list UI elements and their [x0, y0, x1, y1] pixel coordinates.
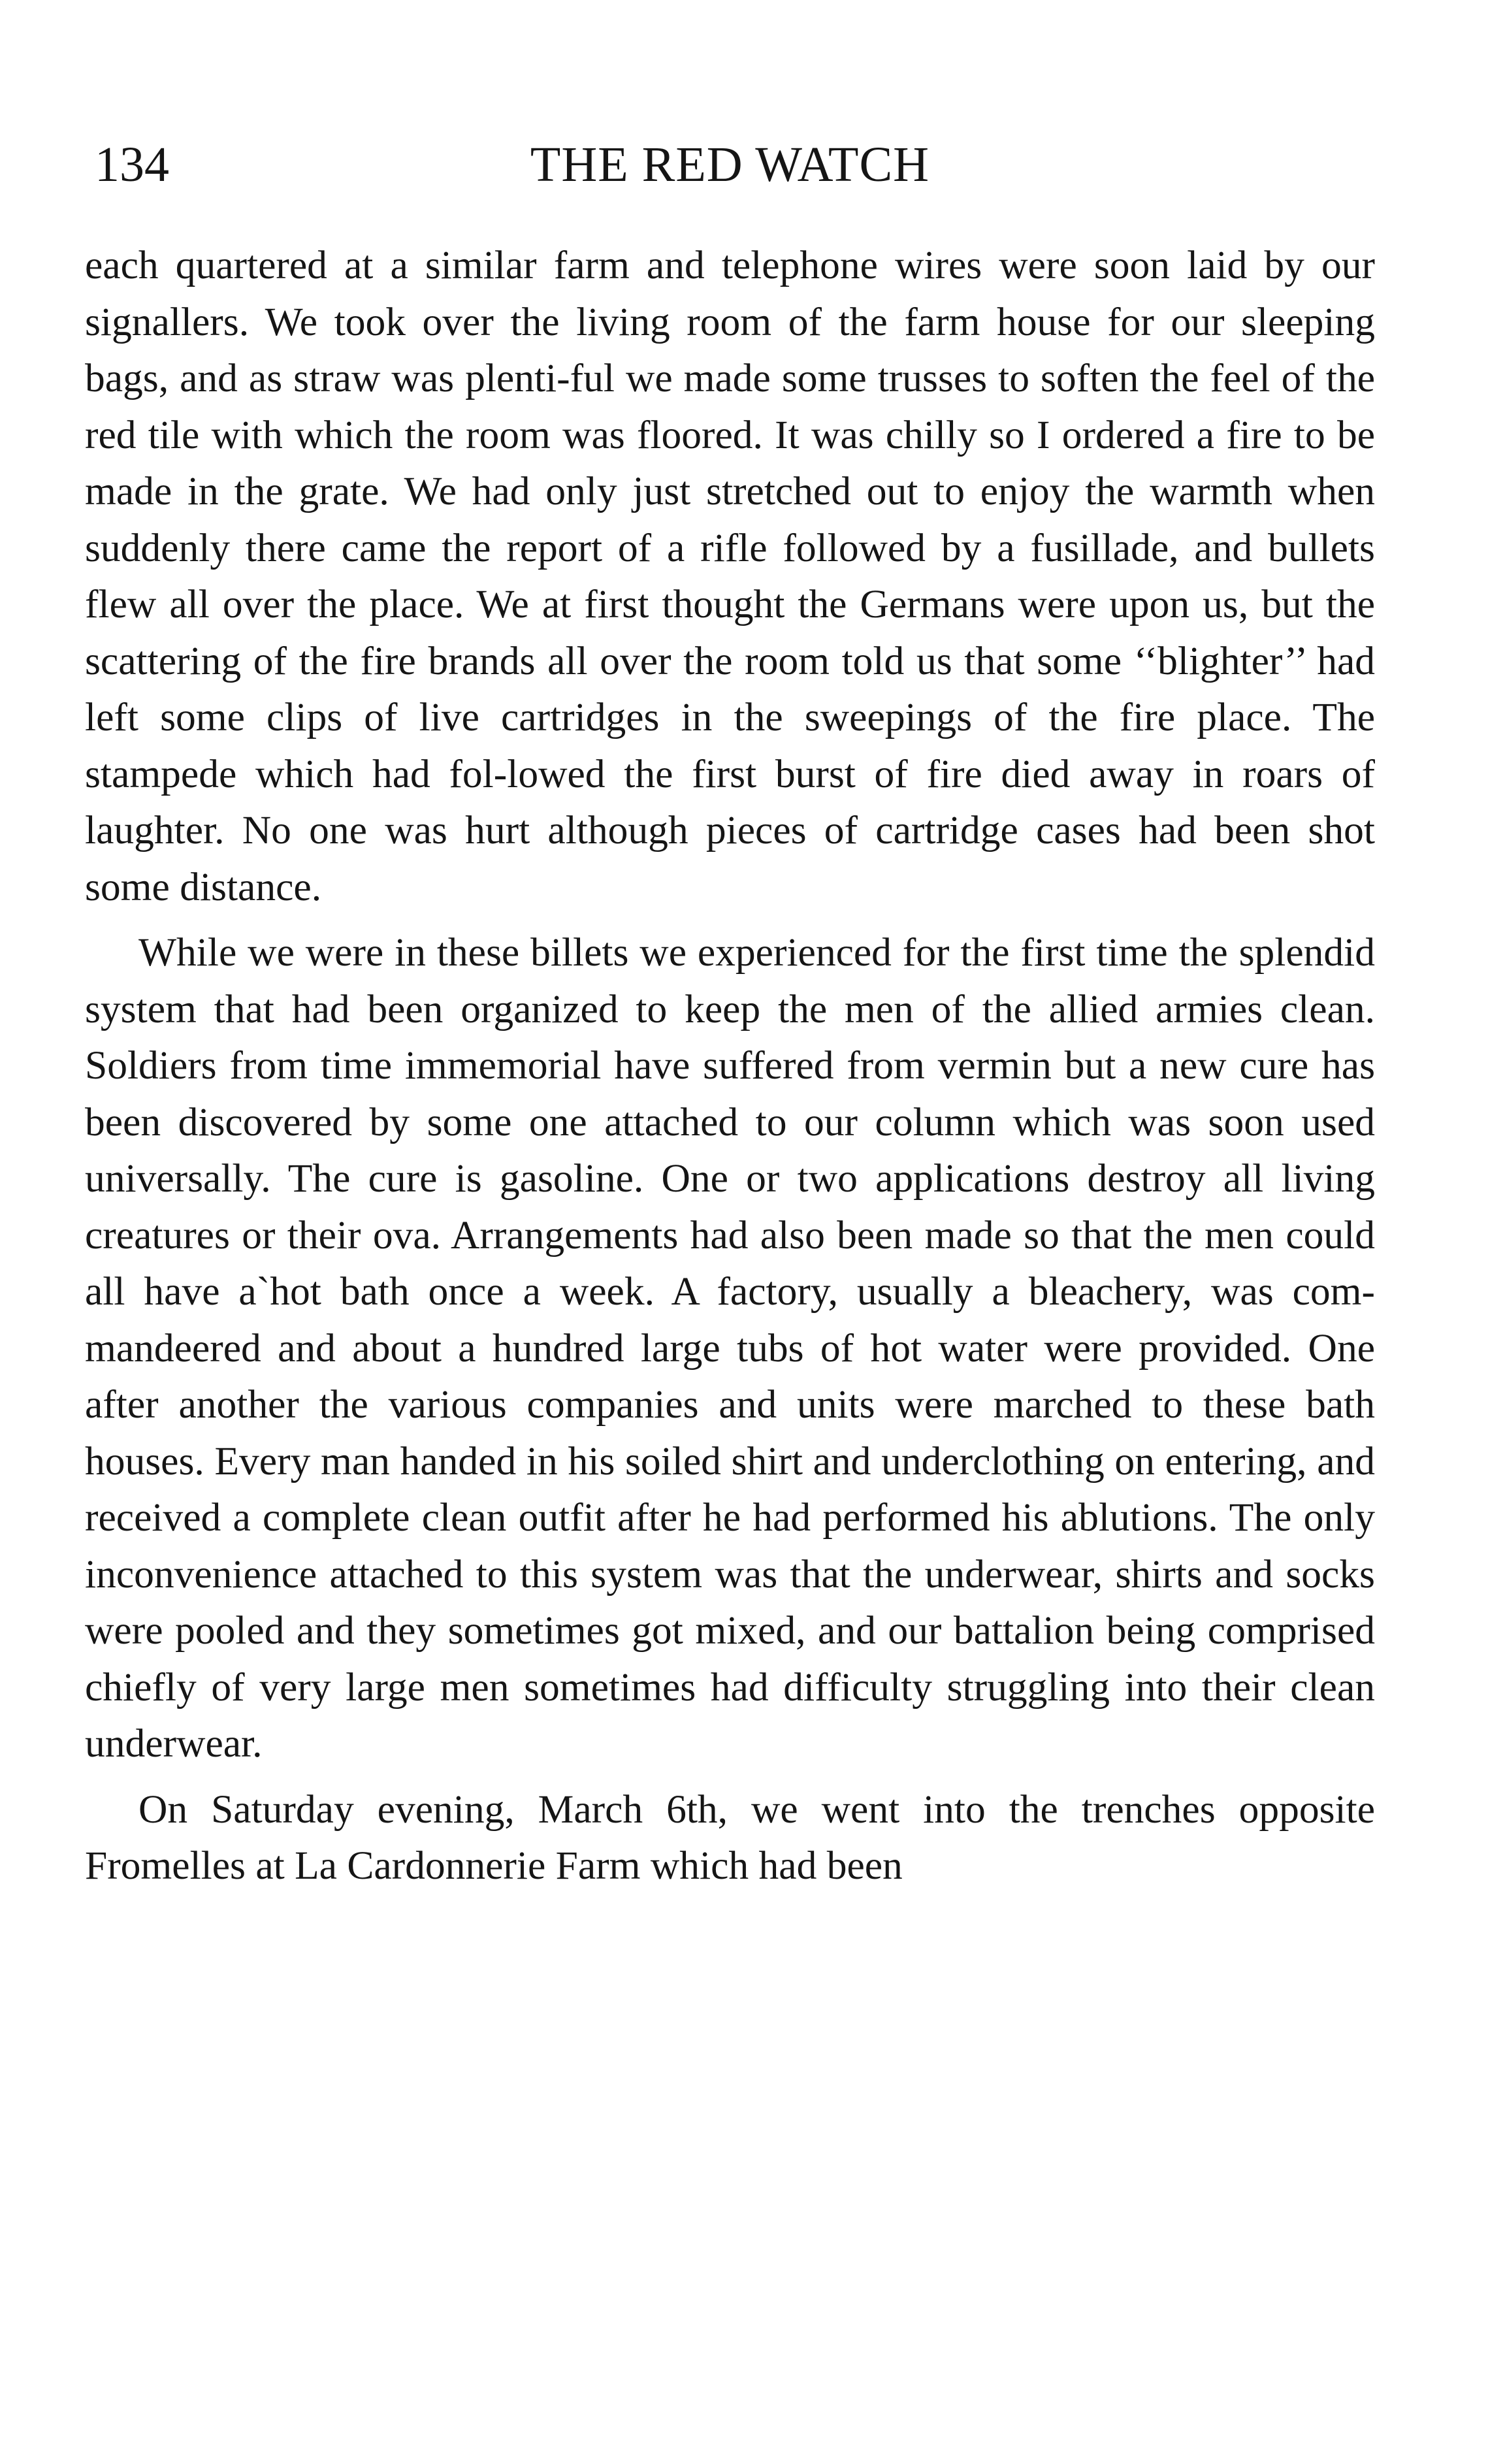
book-page [85, 131, 1375, 1894]
body-text [85, 237, 1375, 1894]
paragraph-trenches: On Saturday evening, March 6th, we went into the trenches opposite Fromelles at La Cardonnerie Farm which had been [85, 1787, 1375, 1888]
page-number: 134 [95, 137, 169, 192]
paragraph-billets: While we were in these billets we experienced for the first time the splendid system that had been organized to keep the men of the allied armies clean. Soldiers from time immemorial have suffered from vermin but a new cure has been discovered by some one attached to our column which was soon used universally. The cure is gasoline. One or two applications destroy all living creatures or their ova. Arrangements had also been made so that the men could all have a`hot bath once a week. A factory, usually a bleachery, was com-mandeered and about a hundred large tubs of hot water were provided. One after another the various companies and units were marched to these bath houses. Every man handed in his soiled shirt and underclothing on entering, and received a complete clean outfit after he had performed his ablutions. The only inconvenience attached to this system was that the underwear, shirts and socks were pooled and they sometimes got mixed, and our battalion being comprised chiefly of very large men sometimes had difficulty struggling into their clean underwear. [85, 930, 1375, 1766]
running-head [85, 131, 1375, 199]
running-title: THE RED WATCH [530, 137, 930, 192]
paragraph-continued: each quartered at a similar farm and telephone wires were soon laid by our signallers. We took over the living room of the farm house for our sleeping bags, and as straw was plenti-ful we made some trusses to soften the feel of the red tile with which the room was floored. It was chilly so I ordered a fire to be made in the grate. We had only just stretched out to enjoy the warmth when suddenly there came the report of a rifle followed by a fusillade, and bullets flew all over the place. We at first thought the Germans were upon us, but the scattering of the fire brands all over the room told us that some ‘‘blighter’’ had left some clips of live cartridges in the sweepings of the fire place. The stampede which had fol-lowed the first burst of fire died away in roars of laughter. No one was hurt although pieces of cartridge cases had been shot some distance. [85, 243, 1375, 909]
